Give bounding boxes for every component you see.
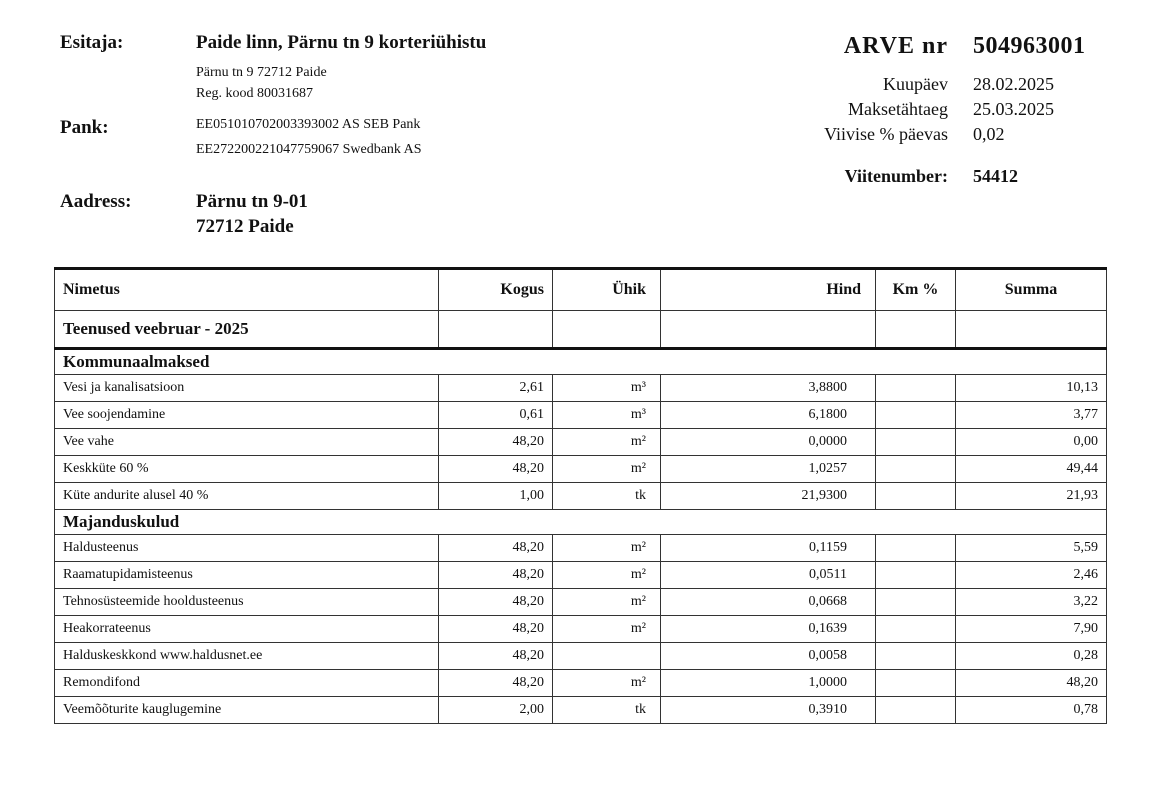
address-line-1: Pärnu tn 9-01 bbox=[196, 191, 308, 212]
date-value: 28.02.2025 bbox=[973, 74, 1054, 94]
item-unit bbox=[553, 643, 661, 670]
table-row bbox=[55, 375, 1107, 402]
group-title: Kommunaalmaksed bbox=[55, 349, 1107, 375]
item-sum: 21,93 bbox=[956, 483, 1107, 510]
table-row bbox=[55, 429, 1107, 456]
item-unit: m² bbox=[553, 535, 661, 562]
table-row bbox=[55, 670, 1107, 697]
bank-label: Pank: bbox=[60, 117, 109, 138]
date-label: Kuupäev bbox=[883, 74, 948, 94]
header-price: Hind bbox=[661, 269, 876, 311]
item-name: Tehnosüsteemide hooldusteenus bbox=[55, 589, 439, 616]
item-name: Keskküte 60 % bbox=[55, 456, 439, 483]
item-vat bbox=[876, 616, 956, 643]
item-sum: 10,13 bbox=[956, 375, 1107, 402]
item-unit: m² bbox=[553, 456, 661, 483]
due-date-value: 25.03.2025 bbox=[973, 99, 1054, 119]
invoice-table bbox=[54, 267, 1107, 724]
item-vat bbox=[876, 670, 956, 697]
item-vat bbox=[876, 562, 956, 589]
item-vat bbox=[876, 375, 956, 402]
item-vat bbox=[876, 483, 956, 510]
table-header-row bbox=[55, 269, 1107, 311]
table-row bbox=[55, 643, 1107, 670]
due-date-label: Maksetähtaeg bbox=[848, 99, 948, 119]
item-quantity: 48,20 bbox=[439, 535, 553, 562]
table-row bbox=[55, 589, 1107, 616]
item-sum: 0,78 bbox=[956, 697, 1107, 724]
item-quantity: 48,20 bbox=[439, 429, 553, 456]
bank-account-1: EE051010702003393002 AS SEB Pank bbox=[196, 117, 421, 132]
item-price: 6,1800 bbox=[661, 402, 876, 429]
item-quantity: 48,20 bbox=[439, 589, 553, 616]
item-price: 3,8800 bbox=[661, 375, 876, 402]
item-price: 21,9300 bbox=[661, 483, 876, 510]
item-price: 0,0000 bbox=[661, 429, 876, 456]
item-vat bbox=[876, 589, 956, 616]
item-name: Küte andurite alusel 40 % bbox=[55, 483, 439, 510]
item-quantity: 48,20 bbox=[439, 616, 553, 643]
item-name: Heakorrateenus bbox=[55, 616, 439, 643]
item-unit: m² bbox=[553, 616, 661, 643]
table-row bbox=[55, 483, 1107, 510]
item-vat bbox=[876, 402, 956, 429]
header-quantity: Kogus bbox=[439, 269, 553, 311]
group-row bbox=[55, 510, 1107, 535]
table-row bbox=[55, 402, 1107, 429]
table-row bbox=[55, 456, 1107, 483]
address-line-2: 72712 Paide bbox=[196, 216, 294, 237]
item-price: 0,1639 bbox=[661, 616, 876, 643]
item-price: 0,1159 bbox=[661, 535, 876, 562]
reference-label: Viitenumber: bbox=[844, 166, 948, 186]
group-row bbox=[55, 349, 1107, 375]
item-name: Vee soojendamine bbox=[55, 402, 439, 429]
item-sum: 5,59 bbox=[956, 535, 1107, 562]
item-sum: 7,90 bbox=[956, 616, 1107, 643]
item-quantity: 48,20 bbox=[439, 562, 553, 589]
item-vat bbox=[876, 429, 956, 456]
item-quantity: 48,20 bbox=[439, 456, 553, 483]
penalty-label: Viivise % päevas bbox=[824, 124, 948, 144]
header-sum: Summa bbox=[956, 269, 1107, 311]
item-name: Raamatupidamisteenus bbox=[55, 562, 439, 589]
item-vat bbox=[876, 643, 956, 670]
item-quantity: 2,61 bbox=[439, 375, 553, 402]
item-name: Halduskeskkond www.haldusnet.ee bbox=[55, 643, 439, 670]
item-price: 1,0257 bbox=[661, 456, 876, 483]
section-row bbox=[55, 311, 1107, 349]
header-unit: Ühik bbox=[553, 269, 661, 311]
issuer-label: Esitaja: bbox=[60, 32, 124, 53]
item-name: Haldusteenus bbox=[55, 535, 439, 562]
item-sum: 2,46 bbox=[956, 562, 1107, 589]
group-title: Majanduskulud bbox=[55, 510, 1107, 535]
item-price: 1,0000 bbox=[661, 670, 876, 697]
item-quantity: 48,20 bbox=[439, 670, 553, 697]
table-row bbox=[55, 697, 1107, 724]
item-unit: tk bbox=[553, 697, 661, 724]
issuer-address: Pärnu tn 9 72712 Paide bbox=[196, 65, 327, 80]
table-row bbox=[55, 616, 1107, 643]
issuer-name: Paide linn, Pärnu tn 9 korteriühistu bbox=[196, 32, 487, 53]
penalty-value: 0,02 bbox=[973, 124, 1005, 144]
item-unit: m² bbox=[553, 562, 661, 589]
item-unit: m² bbox=[553, 589, 661, 616]
item-vat bbox=[876, 535, 956, 562]
table-row bbox=[55, 562, 1107, 589]
item-sum: 49,44 bbox=[956, 456, 1107, 483]
reference-number: 54412 bbox=[973, 166, 1018, 186]
item-name: Veemõõturite kauglugemine bbox=[55, 697, 439, 724]
invoice-number: 504963001 bbox=[973, 33, 1086, 59]
item-sum: 0,28 bbox=[956, 643, 1107, 670]
table-row bbox=[55, 535, 1107, 562]
bank-account-2: EE272200221047759067 Swedbank AS bbox=[196, 142, 422, 157]
invoice-title: ARVE nr bbox=[843, 33, 948, 59]
item-unit: m² bbox=[553, 670, 661, 697]
item-vat bbox=[876, 697, 956, 724]
item-price: 0,0058 bbox=[661, 643, 876, 670]
issuer-reg-code: Reg. kood 80031687 bbox=[196, 86, 314, 101]
item-vat bbox=[876, 456, 956, 483]
item-sum: 3,22 bbox=[956, 589, 1107, 616]
item-price: 0,0511 bbox=[661, 562, 876, 589]
item-quantity: 2,00 bbox=[439, 697, 553, 724]
item-quantity: 1,00 bbox=[439, 483, 553, 510]
header-name: Nimetus bbox=[55, 269, 439, 311]
item-unit: m² bbox=[553, 429, 661, 456]
item-quantity: 0,61 bbox=[439, 402, 553, 429]
item-name: Remondifond bbox=[55, 670, 439, 697]
header-vat: Km % bbox=[876, 269, 956, 311]
item-unit: tk bbox=[553, 483, 661, 510]
item-unit: m³ bbox=[553, 402, 661, 429]
item-name: Vee vahe bbox=[55, 429, 439, 456]
section-title: Teenused veebruar - 2025 bbox=[55, 311, 439, 349]
item-sum: 48,20 bbox=[956, 670, 1107, 697]
item-price: 0,3910 bbox=[661, 697, 876, 724]
item-unit: m³ bbox=[553, 375, 661, 402]
item-price: 0,0668 bbox=[661, 589, 876, 616]
address-label: Aadress: bbox=[60, 191, 132, 212]
item-quantity: 48,20 bbox=[439, 643, 553, 670]
item-name: Vesi ja kanalisatsioon bbox=[55, 375, 439, 402]
item-sum: 3,77 bbox=[956, 402, 1107, 429]
item-sum: 0,00 bbox=[956, 429, 1107, 456]
